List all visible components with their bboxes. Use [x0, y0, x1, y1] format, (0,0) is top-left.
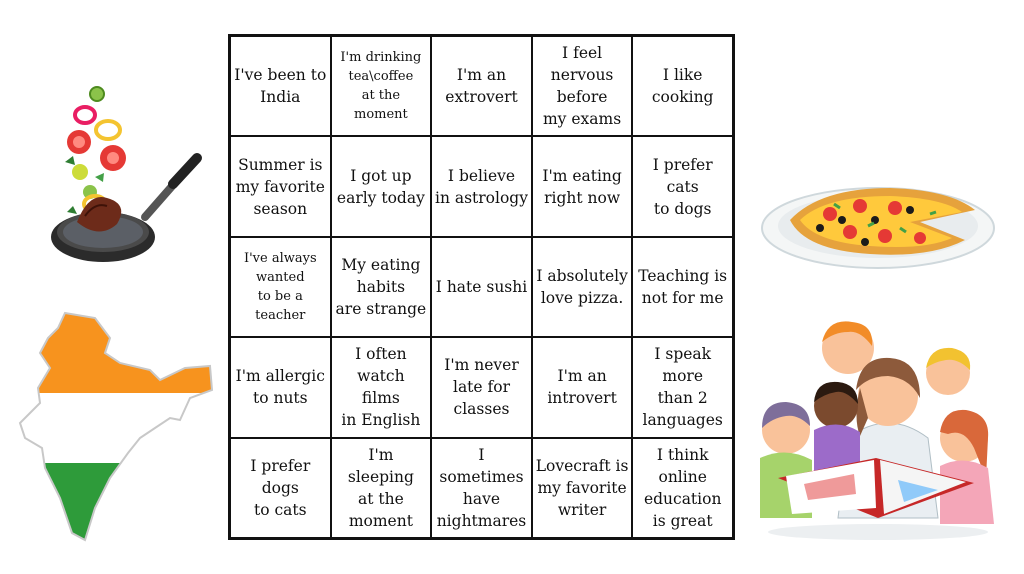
bingo-cell: I've been to India — [230, 36, 331, 136]
bingo-cell: My eating habits are strange — [331, 237, 432, 337]
bingo-cell: Summer is my favorite season — [230, 136, 331, 236]
bingo-cell: I absolutely love pizza. — [532, 237, 633, 337]
bingo-cell: I'm allergic to nuts — [230, 337, 331, 437]
bingo-cell: Teaching is not for me — [632, 237, 733, 337]
bingo-cell: I hate sushi — [431, 237, 532, 337]
bingo-cell: I'm eating right now — [532, 136, 633, 236]
bingo-cell: I'm an extrovert — [431, 36, 532, 136]
bingo-cell: I often watch films in English — [331, 337, 432, 437]
bingo-cell: I got up early today — [331, 136, 432, 236]
bingo-cell: I prefer dogs to cats — [230, 438, 331, 538]
bingo-cell: I believe in astrology — [431, 136, 532, 236]
teacher-reading-illustration — [748, 318, 1008, 544]
bingo-cell: I speak more than 2 languages — [632, 337, 733, 437]
frying-pan-illustration — [45, 82, 210, 267]
bingo-cell: I'm drinking tea\coffee at the moment — [331, 36, 432, 136]
bingo-cell: I feel nervous before my exams — [532, 36, 633, 136]
bingo-cell: I'm never late for classes — [431, 337, 532, 437]
bingo-cell: I like cooking — [632, 36, 733, 136]
india-map-illustration — [10, 308, 215, 543]
bingo-cell: I think online education is great — [632, 438, 733, 538]
bingo-cell: Lovecraft is my favorite writer — [532, 438, 633, 538]
bingo-cell: I'm sleeping at the moment — [331, 438, 432, 538]
pizza-illustration — [760, 180, 998, 272]
bingo-grid — [228, 34, 735, 540]
bingo-cell: I'm an introvert — [532, 337, 633, 437]
bingo-cell: I prefer cats to dogs — [632, 136, 733, 236]
bingo-cell: I sometimes have nightmares — [431, 438, 532, 538]
bingo-cell: I've always wanted to be a teacher — [230, 237, 331, 337]
